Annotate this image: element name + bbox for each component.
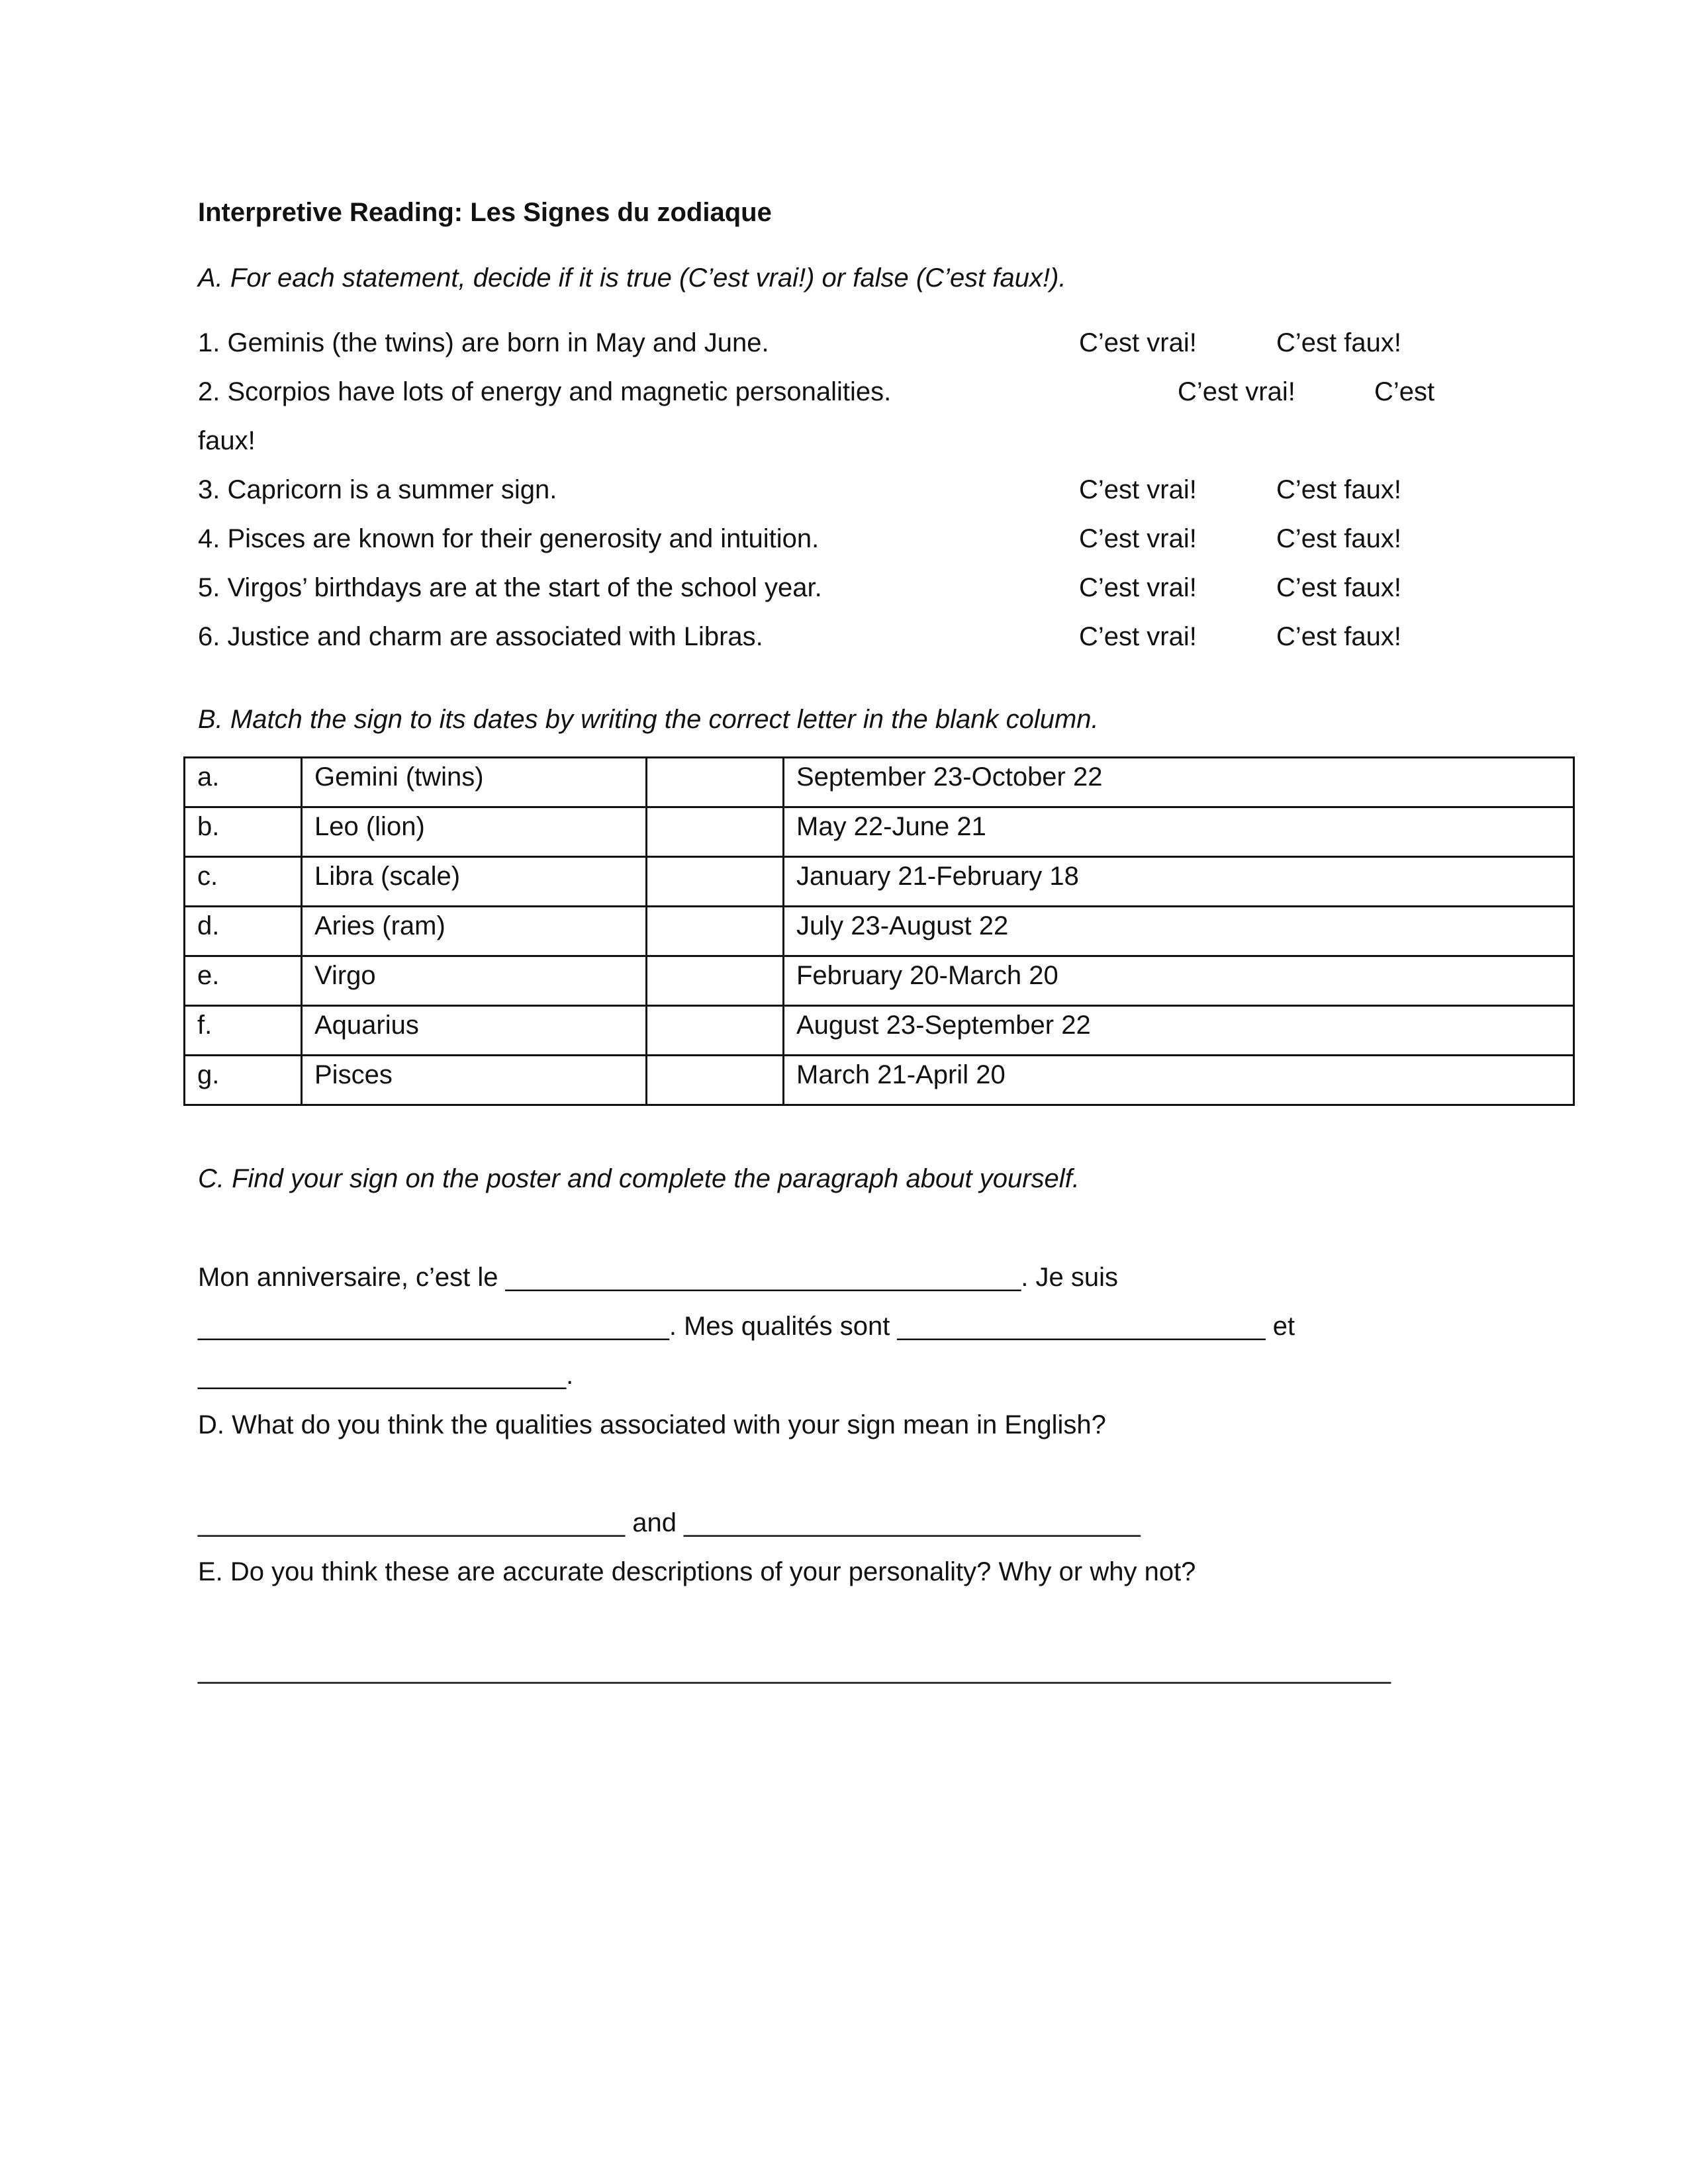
section-e-answer-line[interactable]: _________________________________________________________________________________ bbox=[198, 1655, 1391, 1684]
statement-2-false-option[interactable]: C’est bbox=[1374, 377, 1435, 406]
row-dates: January 21-February 18 bbox=[784, 857, 1574, 907]
row-sign: Leo (lion) bbox=[302, 807, 647, 857]
answer-blank-cell[interactable] bbox=[647, 758, 784, 807]
statement-3-false-option[interactable]: C’est faux! bbox=[1276, 475, 1401, 504]
section-e-question: E. Do you think these are accurate descriptions of your personality? Why or why not? bbox=[198, 1557, 1196, 1586]
row-letter: a. bbox=[185, 758, 302, 807]
statement-1: 1. Geminis (the twins) are born in May and June. bbox=[198, 328, 769, 357]
row-dates: July 23-August 22 bbox=[784, 907, 1574, 956]
answer-blank-cell[interactable] bbox=[647, 956, 784, 1006]
section-a-instruction: A. For each statement, decide if it is true (C’est vrai!) or false (C’est faux!). bbox=[198, 263, 1066, 293]
paragraph-line-3[interactable]: _________________________. bbox=[198, 1361, 574, 1390]
row-sign: Libra (scale) bbox=[302, 857, 647, 907]
table-row bbox=[185, 857, 1574, 907]
row-dates: August 23-September 22 bbox=[784, 1006, 1574, 1056]
statement-1-false-option[interactable]: C’est faux! bbox=[1276, 328, 1401, 357]
table-row bbox=[185, 907, 1574, 956]
row-sign: Gemini (twins) bbox=[302, 758, 647, 807]
statement-1-true-option[interactable]: C’est vrai! bbox=[1079, 328, 1197, 357]
statement-2-true-option[interactable]: C’est vrai! bbox=[1178, 377, 1295, 406]
row-letter: e. bbox=[185, 956, 302, 1006]
row-dates: May 22-June 21 bbox=[784, 807, 1574, 857]
section-c-instruction: C. Find your sign on the poster and complete the paragraph about yourself. bbox=[198, 1164, 1080, 1193]
matching-table bbox=[183, 756, 1575, 1106]
row-dates: February 20-March 20 bbox=[784, 956, 1574, 1006]
statement-5-true-option[interactable]: C’est vrai! bbox=[1079, 573, 1197, 602]
statement-2-false-option-wrap[interactable]: faux! bbox=[198, 426, 256, 455]
table-row bbox=[185, 758, 1574, 807]
row-letter: f. bbox=[185, 1006, 302, 1056]
answer-blank-cell[interactable] bbox=[647, 857, 784, 907]
row-sign: Aries (ram) bbox=[302, 907, 647, 956]
statement-3: 3. Capricorn is a summer sign. bbox=[198, 475, 557, 504]
statement-5-false-option[interactable]: C’est faux! bbox=[1276, 573, 1401, 602]
answer-blank-cell[interactable] bbox=[647, 907, 784, 956]
page-title: Interpretive Reading: Les Signes du zodiaque bbox=[198, 198, 772, 227]
row-letter: b. bbox=[185, 807, 302, 857]
row-sign: Virgo bbox=[302, 956, 647, 1006]
section-d-question: D. What do you think the qualities associated with your sign mean in English? bbox=[198, 1410, 1106, 1439]
answer-blank-cell[interactable] bbox=[647, 807, 784, 857]
section-b-instruction: B. Match the sign to its dates by writing the correct letter in the blank column. bbox=[198, 705, 1099, 734]
row-dates: March 21-April 20 bbox=[784, 1056, 1574, 1105]
statement-2: 2. Scorpios have lots of energy and magnetic personalities. bbox=[198, 377, 892, 406]
statement-6: 6. Justice and charm are associated with Libras. bbox=[198, 622, 763, 651]
answer-blank-cell[interactable] bbox=[647, 1006, 784, 1056]
table-row bbox=[185, 1056, 1574, 1105]
row-dates: September 23-October 22 bbox=[784, 758, 1574, 807]
paragraph-line-2[interactable]: ________________________________. Mes qualités sont _________________________ et bbox=[198, 1312, 1295, 1341]
statement-4: 4. Pisces are known for their generosity and intuition. bbox=[198, 524, 820, 553]
table-row bbox=[185, 956, 1574, 1006]
statement-6-true-option[interactable]: C’est vrai! bbox=[1079, 622, 1197, 651]
row-sign: Pisces bbox=[302, 1056, 647, 1105]
row-letter: d. bbox=[185, 907, 302, 956]
row-letter: c. bbox=[185, 857, 302, 907]
statement-6-false-option[interactable]: C’est faux! bbox=[1276, 622, 1401, 651]
table-row bbox=[185, 1006, 1574, 1056]
statement-3-true-option[interactable]: C’est vrai! bbox=[1079, 475, 1197, 504]
row-letter: g. bbox=[185, 1056, 302, 1105]
statement-4-true-option[interactable]: C’est vrai! bbox=[1079, 524, 1197, 553]
row-sign: Aquarius bbox=[302, 1006, 647, 1056]
statement-4-false-option[interactable]: C’est faux! bbox=[1276, 524, 1401, 553]
answer-blank-cell[interactable] bbox=[647, 1056, 784, 1105]
table-row bbox=[185, 807, 1574, 857]
statement-5: 5. Virgos’ birthdays are at the start of the school year. bbox=[198, 573, 822, 602]
paragraph-line-1[interactable]: Mon anniversaire, c’est le ___________________________________. Je suis bbox=[198, 1263, 1118, 1292]
section-d-answer-line[interactable]: _____________________________ and _______________________________ bbox=[198, 1508, 1141, 1537]
